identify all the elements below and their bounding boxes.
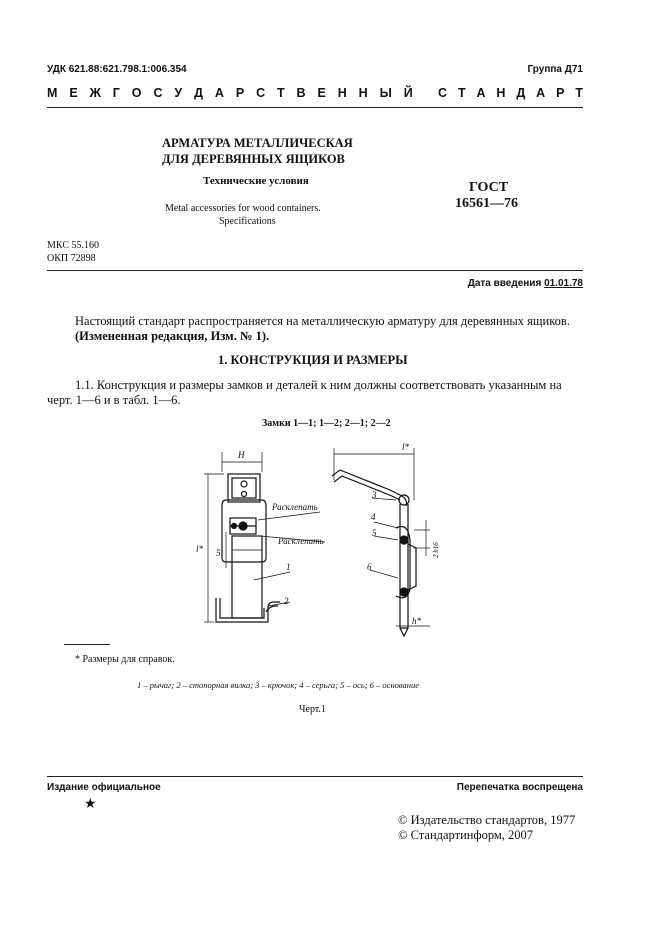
intro-date	[468, 278, 583, 289]
banner-letter: А	[476, 86, 486, 100]
okp-code: ОКП 72898	[47, 253, 96, 264]
banner-letter: Д	[516, 86, 526, 100]
gost-number: 16561—76	[455, 196, 518, 211]
banner-letter: Т	[277, 86, 285, 100]
rasklepat-label-2: Расклепать	[278, 536, 324, 546]
callout-3: 3	[372, 490, 377, 500]
footnote: * Размеры для справок.	[75, 654, 175, 665]
header-rule	[47, 107, 583, 108]
rasklepat-label-1: Расклепать	[272, 502, 318, 512]
codes-rule	[47, 270, 583, 271]
banner-letter: Ы	[379, 86, 392, 100]
right-view	[332, 448, 430, 636]
group-code: Группа Д71	[527, 64, 583, 75]
dimension-5-label: 5	[216, 548, 221, 558]
banner-letter: Ж	[89, 86, 101, 100]
paragraph-scope: Настоящий стандарт распространяется на металлическую арматуру для деревянных ящиков.	[75, 314, 570, 328]
footer-rule	[47, 776, 583, 777]
title-line-1: АРМАТУРА МЕТАЛЛИЧЕСКАЯ	[162, 136, 353, 150]
banner-letter: М	[47, 86, 58, 100]
banner-letter: Н	[337, 86, 347, 100]
figure-caption: Замки 1—1; 1—2; 2—1; 2—2	[262, 418, 391, 429]
copyright-1: © Издательство стандартов, 1977	[398, 813, 576, 827]
dimension-H-label: H	[238, 450, 245, 460]
callout-4: 4	[371, 512, 376, 522]
callout-5: 5	[372, 528, 377, 538]
title-english-1: Metal accessories for wood containers.	[165, 203, 321, 214]
banner-letter: Й	[403, 86, 413, 100]
banner-letter: Н	[358, 86, 368, 100]
dimension-l-label: l*	[196, 544, 204, 554]
gost-label: ГОСТ	[469, 180, 509, 195]
callout-1: 1	[286, 562, 291, 572]
banner-word-2	[438, 86, 583, 100]
paragraph-scope-note: (Измененная редакция, Изм. № 1).	[75, 329, 270, 343]
star-icon: ★	[84, 797, 97, 812]
figure-label: Черт.1	[299, 704, 326, 715]
banner-letter: С	[256, 86, 266, 100]
mks-code: МКС 55.160	[47, 240, 99, 251]
banner-letter: Д	[194, 86, 203, 100]
intro-date-value: 01.01.78	[544, 278, 583, 289]
callout-6: 6	[367, 562, 372, 572]
banner-letter: Т	[457, 86, 466, 100]
paragraph-1-1-line-2: черт. 1—6 и в табл. 1—6.	[47, 393, 181, 407]
banner-letter: О	[131, 86, 142, 100]
dimension-2h16-label: 2 h16	[432, 542, 440, 558]
figure-legend: 1 – рычаг; 2 – стопорная вилка; 3 – крючок; 4 – серьга; 5 – ось; 6 – основание	[137, 680, 420, 690]
banner-letter: Р	[556, 86, 565, 100]
footnote-rule	[64, 644, 110, 645]
banner-letter: С	[153, 86, 163, 100]
banner-letter: Н	[496, 86, 506, 100]
banner-letter: Т	[575, 86, 583, 100]
reprint-forbidden: Перепечатка воспрещена	[456, 782, 583, 793]
callout-2: 2	[284, 596, 289, 606]
banner-letter: Е	[69, 86, 78, 100]
banner-word-1	[47, 86, 413, 100]
lock-drawing	[170, 440, 450, 640]
intro-date-label: Дата введения	[467, 278, 545, 289]
banner-letter: Р	[235, 86, 245, 100]
banner-letter: Г	[112, 86, 120, 100]
paragraph-1-1-line-1: 1.1. Конструкция и размеры замков и деталей к ним должны соответствовать указанным на	[75, 378, 562, 392]
dimension-l-top-label: l*	[402, 442, 410, 452]
dimension-h-label: h*	[412, 616, 421, 626]
section-title: 1. КОНСТРУКЦИЯ И РАЗМЕРЫ	[218, 353, 408, 367]
title-english-2: Specifications	[219, 216, 276, 227]
banner-letter: А	[214, 86, 224, 100]
official-edition: Издание официальное	[47, 782, 161, 793]
banner-letter: Е	[317, 86, 326, 100]
copyright-2: © Стандартинформ, 2007	[398, 828, 534, 842]
banner-letter: В	[296, 86, 306, 100]
banner-letter: У	[174, 86, 183, 100]
title-subtitle: Технические условия	[203, 175, 309, 187]
udk-code: УДК 621.88:621.798.1:006.354	[47, 64, 187, 75]
banner-letter: С	[438, 86, 448, 100]
title-line-2: ДЛЯ ДЕРЕВЯННЫХ ЯЩИКОВ	[162, 152, 345, 166]
banner-letter: А	[536, 86, 546, 100]
